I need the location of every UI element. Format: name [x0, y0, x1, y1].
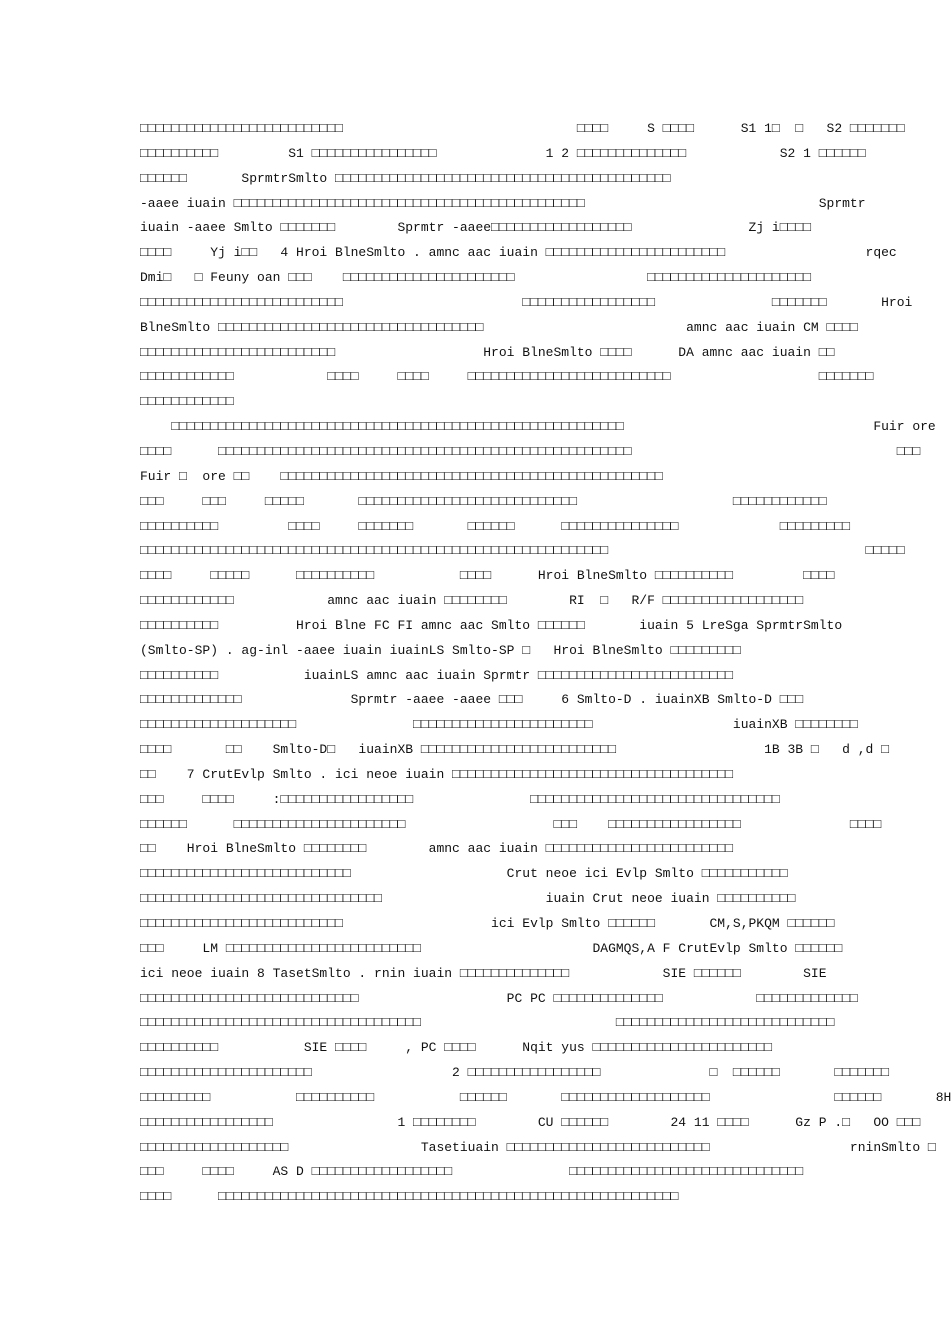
text-line: □□□□□□□□□□ iuainLS amnc aac iuain Sprmtr □□□□□□□□□□□□□□□□□□□□□□□□□: [140, 667, 733, 683]
text-line: □□□ □□□ □□□□□ □□□□□□□□□□□□□□□□□□□□□□□□□□□□ □□□□□□□□□□□□: [140, 493, 827, 509]
text-line: □□□□ □□ Smlto-D□ iuainXB □□□□□□□□□□□□□□□□□□□□□□□□□ 1B 3B □ d ,d □: [140, 742, 889, 758]
text-line: □□□□□□□□□□□□□□□□□□□□□□□□□□□□□□□□□□□□□□□□□□□□□□□□□□□□□□□□□□ Fuir ore: [140, 419, 936, 435]
text-line: Fuir □ ore □□ □□□□□□□□□□□□□□□□□□□□□□□□□□□□□□□□□□□□□□□□□□□□□□□□□: [140, 468, 663, 484]
text-line: □□□□□□□□□□□□□□□□□□□□□□□□□□□□□□□ iuain Crut neoe iuain □□□□□□□□□□: [140, 891, 796, 907]
text-line: □□□ LM □□□□□□□□□□□□□□□□□□□□□□□□□ DAGMQS,A F CrutEvlp Smlto □□□□□□: [140, 940, 843, 956]
text-line: □□□□□□□□□□□□□□□□□□□□□□□□□□□□□□□□□□□□ □□□□□□□□□□□□□□□□□□□□□□□□□□□□: [140, 1015, 835, 1031]
text-line: □□□□□□□□□□ □□□□ □□□□□□□ □□□□□□ □□□□□□□□□□□□□□□ □□□□□□□□□: [140, 518, 850, 534]
text-line: □□□□□□□□□□ SIE □□□□ , PC □□□□ Nqit yus □□□□□□□□□□□□□□□□□□□□□□□: [140, 1040, 772, 1056]
text-line: □□□□□□□□□□□□□□□□□□□□□□□□□□ □□□□ S □□□□ S1 1□ □ S2 □□□□□□□: [140, 121, 905, 136]
text-line: □□□□ Yj i□□ 4 Hroi BlneSmlto . amnc aac iuain □□□□□□□□□□□□□□□□□□□□□□□ rqec: [140, 245, 897, 261]
text-line: Dmi□ □ Feuny oan □□□ □□□□□□□□□□□□□□□□□□□□□□ □□□□□□□□□□□□□□□□□□□□□: [140, 270, 811, 286]
text-line: ici neoe iuain 8 TasetSmlto . rnin iuain □□□□□□□□□□□□□□ SIE □□□□□□ SIE: [140, 965, 827, 981]
text-line: □□□□□□□□□□□□□□□□□□□□□□□□□□□□ PC PC □□□□□□□□□□□□□□ □□□□□□□□□□□□□: [140, 990, 858, 1006]
text-line: □□ Hroi BlneSmlto □□□□□□□□ amnc aac iuain □□□□□□□□□□□□□□□□□□□□□□□□: [140, 841, 733, 857]
text-line: □□□□□□□□□□□□ □□□□ □□□□ □□□□□□□□□□□□□□□□□□□□□□□□□□ □□□□□□□: [140, 369, 874, 385]
text-line: □□□□□□□□□□□□□□□□□□□□ □□□□□□□□□□□□□□□□□□□□□□□ iuainXB □□□□□□□□: [140, 717, 858, 733]
document-body: [140, 117, 951, 1210]
text-line: -aaee iuain □□□□□□□□□□□□□□□□□□□□□□□□□□□□□□□□□□□□□□□□□□□□□ Sprmtr: [140, 195, 866, 211]
text-line: □□□□□□□□□□ S1 □□□□□□□□□□□□□□□□ 1 2 □□□□□□□□□□□□□□ S2 1 □□□□□□: [140, 145, 866, 161]
text-line: □□□□□□□□□□□□□□□□□□□□□□□□□□ ici Evlp Smlto □□□□□□ CM,S,PKQM □□□□□□: [140, 916, 835, 931]
text-line: □□□□□□□□□ □□□□□□□□□□ □□□□□□ □□□□□□□□□□□□□□□□□□□ □□□□□□ 8H: [140, 1089, 951, 1105]
text-line: □□□□□□□□□□□□□ Sprmtr -aaee -aaee □□□ 6 Smlto-D . iuainXB Smlto-D □□□: [140, 692, 804, 708]
text-line: □□□□□□□□□□ Hroi Blne FC FI amnc aac Smlto □□□□□□ iuain 5 LreSga SprmtrSmlto: [140, 617, 843, 633]
text-line: □□□□□□□□□□□□□□□□□ 1 □□□□□□□□ CU □□□□□□ 24 11 □□□□ Gz P .□ OO □□□: [140, 1114, 921, 1130]
text-line: □□□ □□□□ :□□□□□□□□□□□□□□□□□ □□□□□□□□□□□□□□□□□□□□□□□□□□□□□□□□: [140, 791, 780, 807]
text-line: □□□□□□□□□□□□□□□□□□□ Tasetiuain □□□□□□□□□□□□□□□□□□□□□□□□□□ rninSmlto □: [140, 1139, 936, 1155]
text-line: □□□□□□ SprmtrSmlto □□□□□□□□□□□□□□□□□□□□□□□□□□□□□□□□□□□□□□□□□□□: [140, 170, 671, 186]
text-line: BlneSmlto □□□□□□□□□□□□□□□□□□□□□□□□□□□□□□□□□□ amnc aac iuain CM □□□□: [140, 319, 858, 335]
text-line: iuain -aaee Smlto □□□□□□□ Sprmtr -aaee□□□□□□□□□□□□□□□□□□ Zj i□□□□: [140, 220, 811, 236]
text-line: □□□□ □□□□□□□□□□□□□□□□□□□□□□□□□□□□□□□□□□□□□□□□□□□□□□□□□□□□□□□□□□□: [140, 1189, 679, 1205]
text-line: □□□□□□□□□□□□□□□□□□□□□□ 2 □□□□□□□□□□□□□□□□□ □ □□□□□□ □□□□□□□: [140, 1065, 889, 1081]
text-line: □□□□□□□□□□□□□□□□□□□□□□□□□□□ Crut neoe ici Evlp Smlto □□□□□□□□□□□: [140, 866, 788, 882]
text-line: □□□□□□□□□□□□□□□□□□□□□□□□□ Hroi BlneSmlto □□□□ DA amnc aac iuain □□: [140, 344, 835, 360]
text-line: □□□□□□□□□□□□: [140, 394, 234, 410]
text-line: □□□□□□□□□□□□ amnc aac iuain □□□□□□□□ RI □ R/F □□□□□□□□□□□□□□□□□□: [140, 593, 804, 609]
text-line: □□□□ □□□□□ □□□□□□□□□□ □□□□ Hroi BlneSmlto □□□□□□□□□□ □□□□: [140, 568, 835, 584]
text-line: □□□□□□□□□□□□□□□□□□□□□□□□□□□□□□□□□□□□□□□□□□□□□□□□□□□□□□□□□□□□ □□□□□: [140, 543, 905, 559]
text-line: □□ 7 CrutEvlp Smlto . ici neoe iuain □□□□□□□□□□□□□□□□□□□□□□□□□□□□□□□□□□□□: [140, 766, 733, 782]
text-line: □□□□□□□□□□□□□□□□□□□□□□□□□□ □□□□□□□□□□□□□□□□□ □□□□□□□ Hroi: [140, 294, 913, 310]
text-line: □□□□ □□□□□□□□□□□□□□□□□□□□□□□□□□□□□□□□□□□□□□□□□□□□□□□□□□□□□ □□□: [140, 443, 921, 459]
text-line: □□□ □□□□ AS D □□□□□□□□□□□□□□□□□□ □□□□□□□□□□□□□□□□□□□□□□□□□□□□□□: [140, 1164, 804, 1180]
text-line: (Smlto-SP) . ag-inl -aaee iuain iuainLS Smlto-SP □ Hroi BlneSmlto □□□□□□□□□: [140, 642, 741, 658]
text-line: □□□□□□ □□□□□□□□□□□□□□□□□□□□□□ □□□ □□□□□□□□□□□□□□□□□ □□□□: [140, 816, 882, 832]
